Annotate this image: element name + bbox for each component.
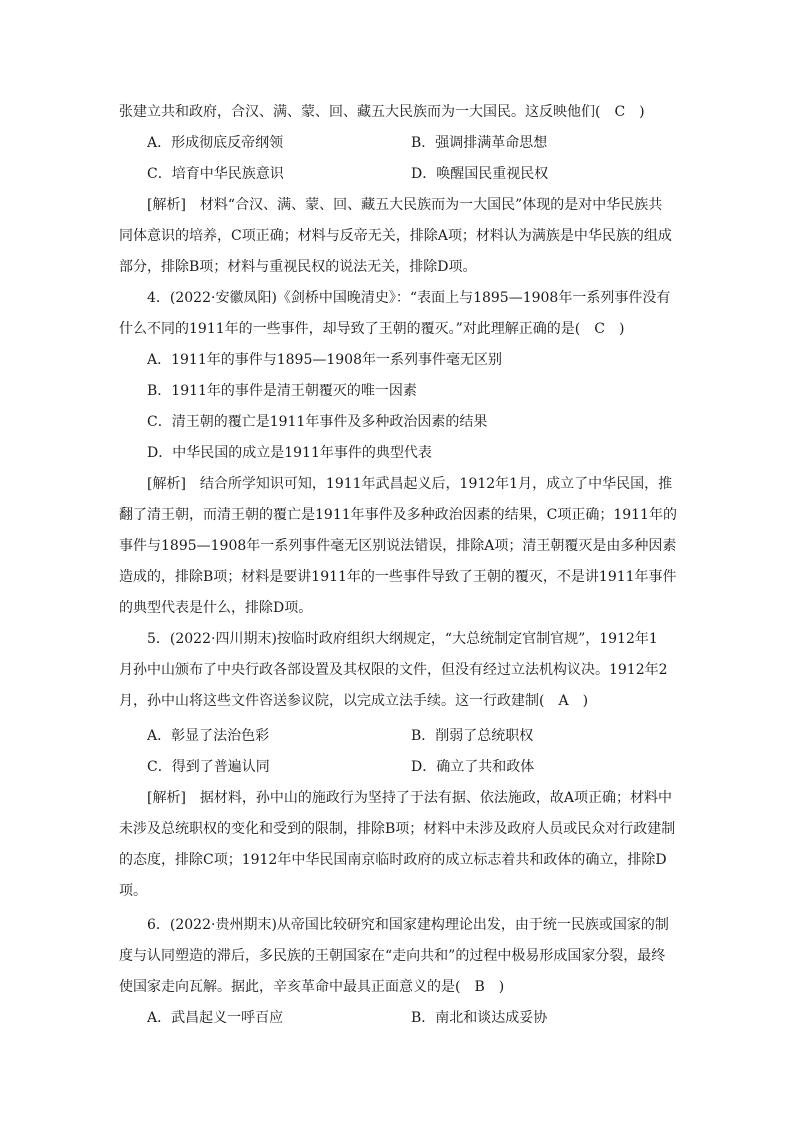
q5-option-a: A．彰显了法治色彩 <box>147 728 270 744</box>
q6-stem-line: 度与认同塑造的滞后，多民族的王朝国家在“走向共和”的过程中极易形成国家分裂，最终 <box>119 948 666 964</box>
q5-analysis-line: 未涉及总统职权的变化和受到的限制，排除B项；材料中未涉及政府人员或民众对行政建制 <box>119 821 676 837</box>
q4-option-a: A．1911年的事件与1895—1908年一系列事件毫无区别 <box>147 352 502 368</box>
q3-analysis-line: 同体意识的培养，C项正确；材料与反帝无关，排除A项；材料认为满族是中华民族的组成 <box>119 228 672 244</box>
q4-analysis-line: 翻了清王朝，而清王朝的覆亡是1911年事件及多种政治因素的结果，C项正确；1911年的 <box>119 507 677 523</box>
q4-analysis-line: 造成的，排除B项；材料是要讲1911年的一些事件导致了王朝的覆灭，不是讲1911年事件 <box>119 569 677 585</box>
q3-option-b: B．强调排满革命思想 <box>411 135 548 151</box>
q4-analysis-line: 事件与1895—1908年一系列事件毫无区别说法错误，排除A项；清王朝覆灭是由多种因素 <box>119 538 677 554</box>
q4-option-b: B．1911年的事件是清王朝覆灭的唯一因素 <box>147 383 417 399</box>
q5-option-b: B．削弱了总统职权 <box>411 728 534 744</box>
q4-stem-line: 什么不同的1911年的一些事件，却导致了王朝的覆灭。”对此理解正确的是( C ) <box>119 321 625 337</box>
q3-option-a: A．形成彻底反帝纲领 <box>147 135 284 151</box>
q5-analysis-line: [解析] 据材料，孙中山的施政行为坚持了于法有据、依法施政，故A项正确；材料中 <box>147 790 673 806</box>
q5-analysis-line: 的态度，排除C项；1912年中华民国南京临时政府的成立标志着共和政体的确立，排除D <box>119 852 667 868</box>
q4-analysis-line: 的典型代表是什么，排除D项。 <box>119 600 313 616</box>
q6-stem-line: 6．(2022·贵州期末)从帝国比较研究和国家建构理论出发，由于统一民族或国家的制 <box>147 917 669 933</box>
q3-analysis-line: 部分，排除B项；材料与重视民权的说法无关，排除D项。 <box>119 259 477 275</box>
q5-option-c: C．得到了普遍认同 <box>147 759 270 775</box>
q5-option-d: D．确立了共和政体 <box>411 759 535 775</box>
q5-stem-line: 月孙中山颁布了中央行政各部设置及其权限的文件，但没有经过立法机构议决。1912年2 <box>119 662 668 678</box>
q3-option-c: C．培育中华民族意识 <box>147 166 284 182</box>
q3-analysis-line: [解析] 材料“合汉、满、蒙、回、藏五大民族而为一大国民”体现的是对中华民族共 <box>147 197 663 213</box>
q5-analysis-line: 项。 <box>119 883 147 899</box>
q4-option-c: C．清王朝的覆亡是1911年事件及多种政治因素的结果 <box>147 414 488 430</box>
q6-option-b: B．南北和谈达成妥协 <box>411 1010 548 1026</box>
q6-stem-line: 使国家走向瓦解。据此，辛亥革命中最具正面意义的是( B ) <box>119 979 505 995</box>
q5-stem-line: 月，孙中山将这些文件咨送参议院，以完成立法手续。这一行政建制( A ) <box>119 693 589 709</box>
q4-option-d: D．中华民国的成立是1911年事件的典型代表 <box>147 445 432 461</box>
q6-option-a: A．武昌起义一呼百应 <box>147 1010 284 1026</box>
q4-analysis-line: [解析] 结合所学知识可知，1911年武昌起义后，1912年1月，成立了中华民国，推 <box>147 476 673 492</box>
q3-stem-tail: 张建立共和政府，合汉、满、蒙、回、藏五大民族而为一大国民。这反映他们( C ) <box>119 104 645 120</box>
q5-stem-line: 5．(2022·四川期末)按临时政府组织大纲规定，“大总统制定官制官规”，1912年1 <box>147 631 658 647</box>
q3-option-d: D．唤醒国民重视民权 <box>411 166 549 182</box>
q4-stem-line: 4．(2022·安徽凤阳)《剑桥中国晚清史》：“表面上与1895—1908年一系列事件没有 <box>147 290 671 306</box>
